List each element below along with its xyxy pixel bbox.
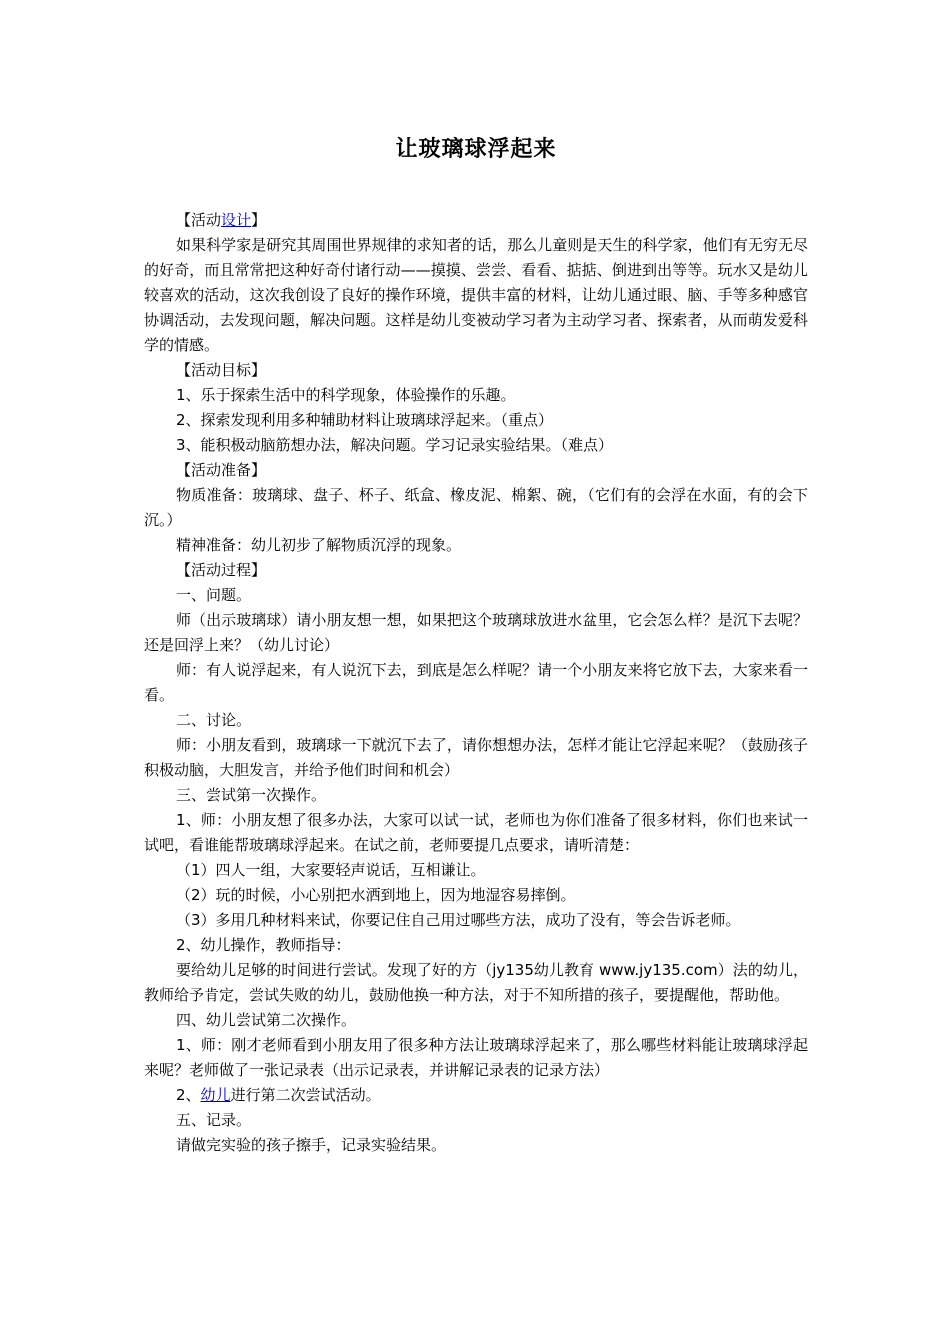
paragraph: 五、记录。: [176, 1111, 252, 1129]
document-body: [144, 208, 808, 1158]
paragraph: 师：有人说浮起来，有人说沉下去，到底是怎么样呢？请一个小朋友来将它放下去，大家来看一看。: [144, 661, 808, 704]
paragraph: 四、幼儿尝试第二次操作。: [176, 1011, 357, 1029]
paragraph: 如果科学家是研究其周围世界规律的求知者的话，那么儿童则是天生的科学家，他们有无穷无尽的好奇，而且常常把这种好奇付诸行动——摸摸、尝尝、看看、掂掂、倒进到出等等。玩水又是幼儿较喜欢的活动，这次我创设了良好的操作环境，提供丰富的材料，让幼儿通过眼、脑、手等多种感官协调活动，去发现问题，解决问题。这样是幼儿变被动学习者为主动学习者、探索者，从而萌发爱科学的情感。: [144, 236, 808, 354]
paragraph: 三、尝试第一次操作。: [176, 786, 327, 804]
paragraph: [144, 1083, 808, 1108]
paragraph: 物质准备：玻璃球、盘子、杯子、纸盒、橡皮泥、棉絮、碗，（它们有的会浮在水面，有的会下沉。）: [144, 486, 808, 529]
paragraph: 二、讨论。: [176, 711, 252, 729]
paragraph: 精神准备：幼儿初步了解物质沉浮的现象。: [176, 536, 462, 554]
paragraph: 一、问题。: [176, 586, 252, 604]
paragraph-text: 】: [251, 211, 267, 229]
paragraph: 师：小朋友看到，玻璃球一下就沉下去了，请你想想办法，怎样才能让它浮起来呢？（鼓励孩子积极动脑，大胆发言，并给予他们时间和机会）: [144, 736, 808, 779]
paragraph: 1、师：小朋友想了很多办法，大家可以试一试，老师也为你们准备了很多材料，你们也来试一试吧，看谁能帮玻璃球浮起来。在试之前，老师要提几点要求，请听清楚：: [144, 811, 808, 854]
paragraph: 3、能积极动脑筋想办法，解决问题。学习记录实验结果。（难点）: [176, 436, 614, 454]
paragraph-text: 进行第二次尝试活动。: [230, 1086, 381, 1104]
paragraph: 2、探索发现利用多种辅助材料让玻璃球浮起来。（重点）: [176, 411, 554, 429]
paragraph: （2）玩的时候，小心别把水洒到地上，因为地湿容易摔倒。: [176, 886, 576, 904]
paragraph: 请做完实验的孩子擦手，记录实验结果。: [176, 1136, 447, 1154]
paragraph: 师（出示玻璃球）请小朋友想一想，如果把这个玻璃球放进水盆里，它会怎么样？是沉下去呢？还是回浮上来？（幼儿讨论）: [144, 611, 808, 654]
paragraph: 【活动目标】: [176, 361, 267, 379]
paragraph: （1）四人一组，大家要轻声说话，互相谦让。: [176, 861, 486, 879]
document-title: 让玻璃球浮起来: [395, 137, 557, 162]
paragraph: 要给幼儿足够的时间进行尝试。发现了好的方（jy135幼儿教育 www.jy135.com）法的幼儿，教师给予肯定，尝试失败的幼儿，鼓励他换一种方法，对于不知所措的孩子，要提醒他，帮助他。: [144, 961, 808, 1004]
inline-link[interactable]: 幼儿: [200, 1086, 231, 1104]
paragraph: 2、幼儿操作，教师指导：: [176, 936, 351, 954]
paragraph: （3）多用几种材料来试，你要记住自己用过哪些方法，成功了没有，等会告诉老师。: [176, 911, 741, 929]
paragraph-text: 2、: [176, 1086, 201, 1104]
paragraph-text: 【活动: [176, 211, 222, 229]
inline-link[interactable]: 设计: [221, 211, 252, 229]
paragraph: 1、师：刚才老师看到小朋友用了很多种方法让玻璃球浮起来了，那么哪些材料能让玻璃球浮起来呢？老师做了一张记录表（出示记录表，并讲解记录表的记录方法）: [144, 1036, 808, 1079]
paragraph: 1、乐于探索生活中的科学现象，体验操作的乐趣。: [176, 386, 516, 404]
paragraph: 【活动过程】: [176, 561, 267, 579]
paragraph: [144, 208, 808, 233]
paragraph: 【活动准备】: [176, 461, 267, 479]
